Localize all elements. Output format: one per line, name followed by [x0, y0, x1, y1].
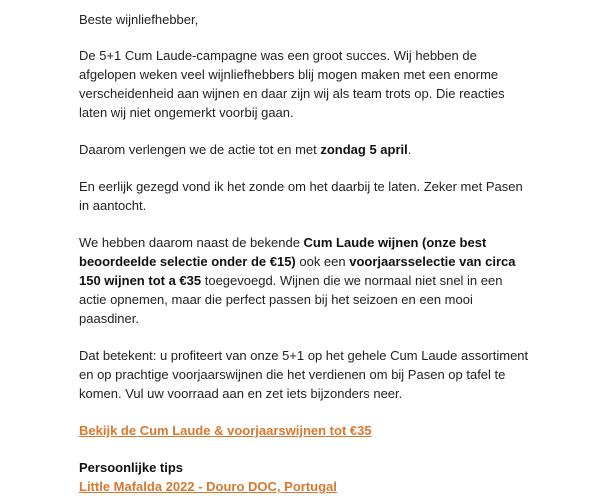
email-content — [79, 10, 529, 496]
selection-text-2: ook een — [295, 254, 350, 269]
tip-link-wine[interactable]: Little Mafalda 2022 - Douro DOC, Portugal — [79, 479, 337, 494]
selection-text-3: toegevoegd. Wijnen die we normaal niet snel in een actie opnemen, maar die perfect passen bij het seizoen en een mooi paasdiner. — [79, 273, 503, 326]
selection-spring: voorjaarsselectie van circa 150 wijnen tot a €35 — [79, 254, 516, 288]
extension-date: zondag 5 april — [320, 142, 408, 157]
paragraph-campaign-success: De 5+1 Cum Laude-campagne was een groot succes. Wij hebben de afgelopen weken veel wijnliefhebbers blij mogen maken met een enorme verscheidenheid aan wijnen en daar zijn wij als team trots op. Die reacties laten wij niet ongemerkt voorbij gaan. — [79, 48, 505, 120]
greeting: Beste wijnliefhebber, — [79, 12, 199, 27]
personal-tips-title: Persoonlijke tips — [79, 460, 184, 475]
paragraph-meaning: Dat betekent: u profiteert van onze 5+1 op het gehele Cum Laude assortiment en op prachtige voorjaarswijnen die het verdienen om bij Pasen op tafel te komen. Vul uw voorraad aan en zet iets bijzonders neer. — [79, 348, 529, 401]
cta-paragraph — [79, 421, 529, 440]
selection-cum-laude: Cum Laude wijnen (onze best beoordeelde selectie onder de €15) — [79, 235, 487, 269]
extension-end: . — [407, 142, 412, 157]
cta-link-cum-laude-spring-wines[interactable]: Bekijk de Cum Laude & voorjaarswijnen tot €35 — [79, 423, 372, 438]
personal-tips-section — [79, 458, 529, 496]
extension-text: Daarom verlengen we de actie tot en met — [79, 142, 321, 157]
paragraph-selection — [79, 233, 529, 328]
paragraph-easter: En eerlijk gezegd vond ik het zonde om het daarbij te laten. Zeker met Pasen in aantocht. — [79, 179, 523, 213]
paragraph-extension — [79, 140, 529, 159]
selection-text-1: We hebben daarom naast de bekende — [79, 235, 304, 250]
